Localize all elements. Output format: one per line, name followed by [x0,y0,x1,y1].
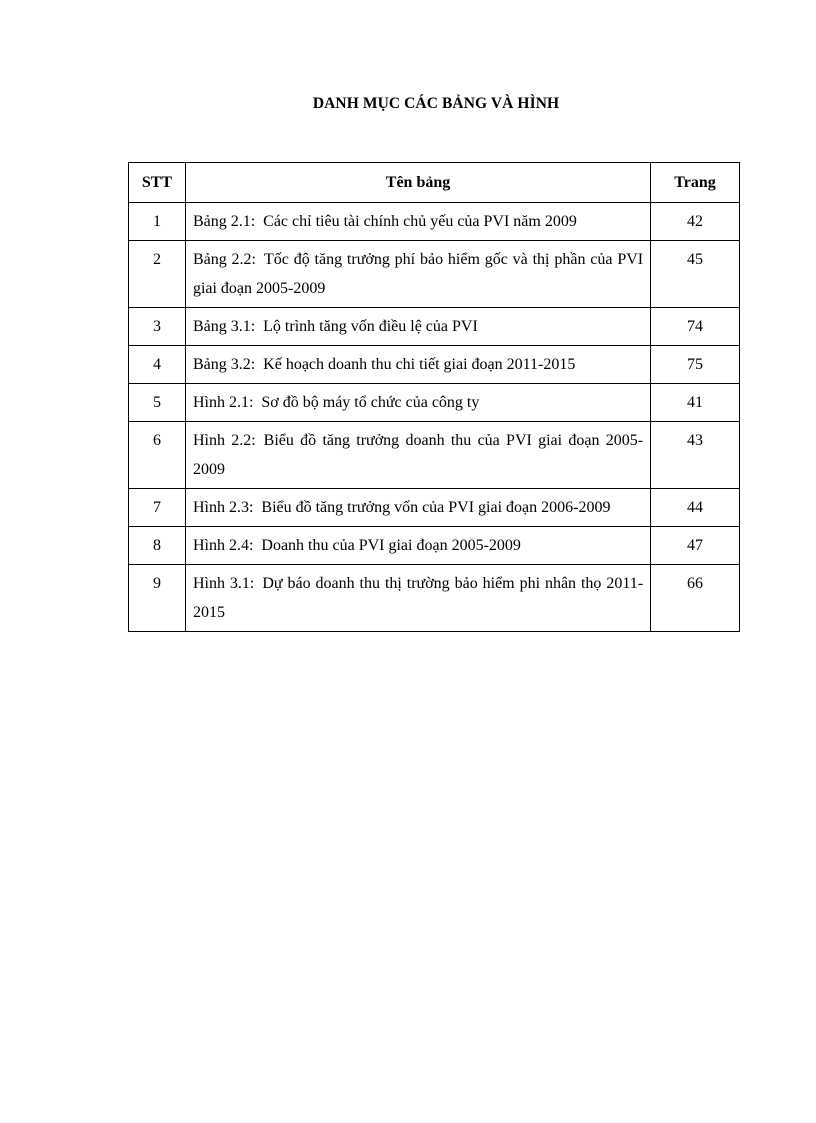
table-row [129,565,740,632]
row-caption: Hình 2.2: [192,432,256,449]
row-title [185,527,650,565]
row-stt: 8 [129,527,186,565]
tables-figures-list [128,162,740,632]
row-text: Biểu đồ tăng trưởng vốn của PVI giai đoạn 2006-2009 [261,499,611,516]
row-stt: 7 [129,489,186,527]
row-text: Doanh thu của PVI giai đoạn 2005-2009 [261,537,521,554]
row-stt: 3 [129,308,186,346]
table-row [129,527,740,565]
row-title [185,565,650,632]
table-row [129,422,740,489]
row-text: Dự báo doanh thu thị trường bảo hiểm phi nhân thọ 2011-2015 [192,575,644,621]
row-caption: Hình 2.3: [192,499,254,516]
row-title [185,241,650,308]
row-title [185,308,650,346]
header-page: Trang [651,163,740,203]
row-caption: Hình 2.1: [192,394,254,411]
row-text: Kế hoạch doanh thu chi tiết giai đoạn 2011-2015 [263,356,576,373]
row-page: 47 [651,527,740,565]
row-text: Biểu đồ tăng trưởng doanh thu của PVI giai đoạn 2005-2009 [192,432,644,478]
table-row [129,241,740,308]
table-row [129,203,740,241]
row-text: Sơ đồ bộ máy tổ chức của công ty [261,394,480,411]
row-text: Các chỉ tiêu tài chính chủ yếu của PVI năm 2009 [263,213,577,230]
row-caption: Hình 3.1: [192,575,255,592]
row-stt: 6 [129,422,186,489]
row-page: 42 [651,203,740,241]
table-row [129,489,740,527]
row-stt: 5 [129,384,186,422]
row-page: 75 [651,346,740,384]
row-page: 41 [651,384,740,422]
row-caption: Bảng 3.2: [192,356,256,373]
header-stt: STT [129,163,186,203]
row-title [185,346,650,384]
table-header-row [129,163,740,203]
row-caption: Hình 2.4: [192,537,254,554]
row-page: 74 [651,308,740,346]
row-page: 44 [651,489,740,527]
row-stt: 1 [129,203,186,241]
row-caption: Bảng 3.1: [192,318,256,335]
row-page: 45 [651,241,740,308]
table-row [129,384,740,422]
row-stt: 9 [129,565,186,632]
row-title [185,203,650,241]
row-page: 43 [651,422,740,489]
row-text: Lộ trình tăng vốn điều lệ của PVI [263,318,478,335]
table-row [129,346,740,384]
table-row [129,308,740,346]
row-caption: Bảng 2.1: [192,213,256,230]
row-stt: 4 [129,346,186,384]
row-title [185,384,650,422]
row-title [185,422,650,489]
row-text: Tốc độ tăng trưởng phí bảo hiểm gốc và thị phần của PVI giai đoạn 2005-2009 [192,251,644,297]
header-name: Tên bảng [185,163,650,203]
row-page: 66 [651,565,740,632]
row-title [185,489,650,527]
page-title: DANH MỤC CÁC BẢNG VÀ HÌNH [312,95,560,112]
row-caption: Bảng 2.2: [192,251,256,268]
row-stt: 2 [129,241,186,308]
